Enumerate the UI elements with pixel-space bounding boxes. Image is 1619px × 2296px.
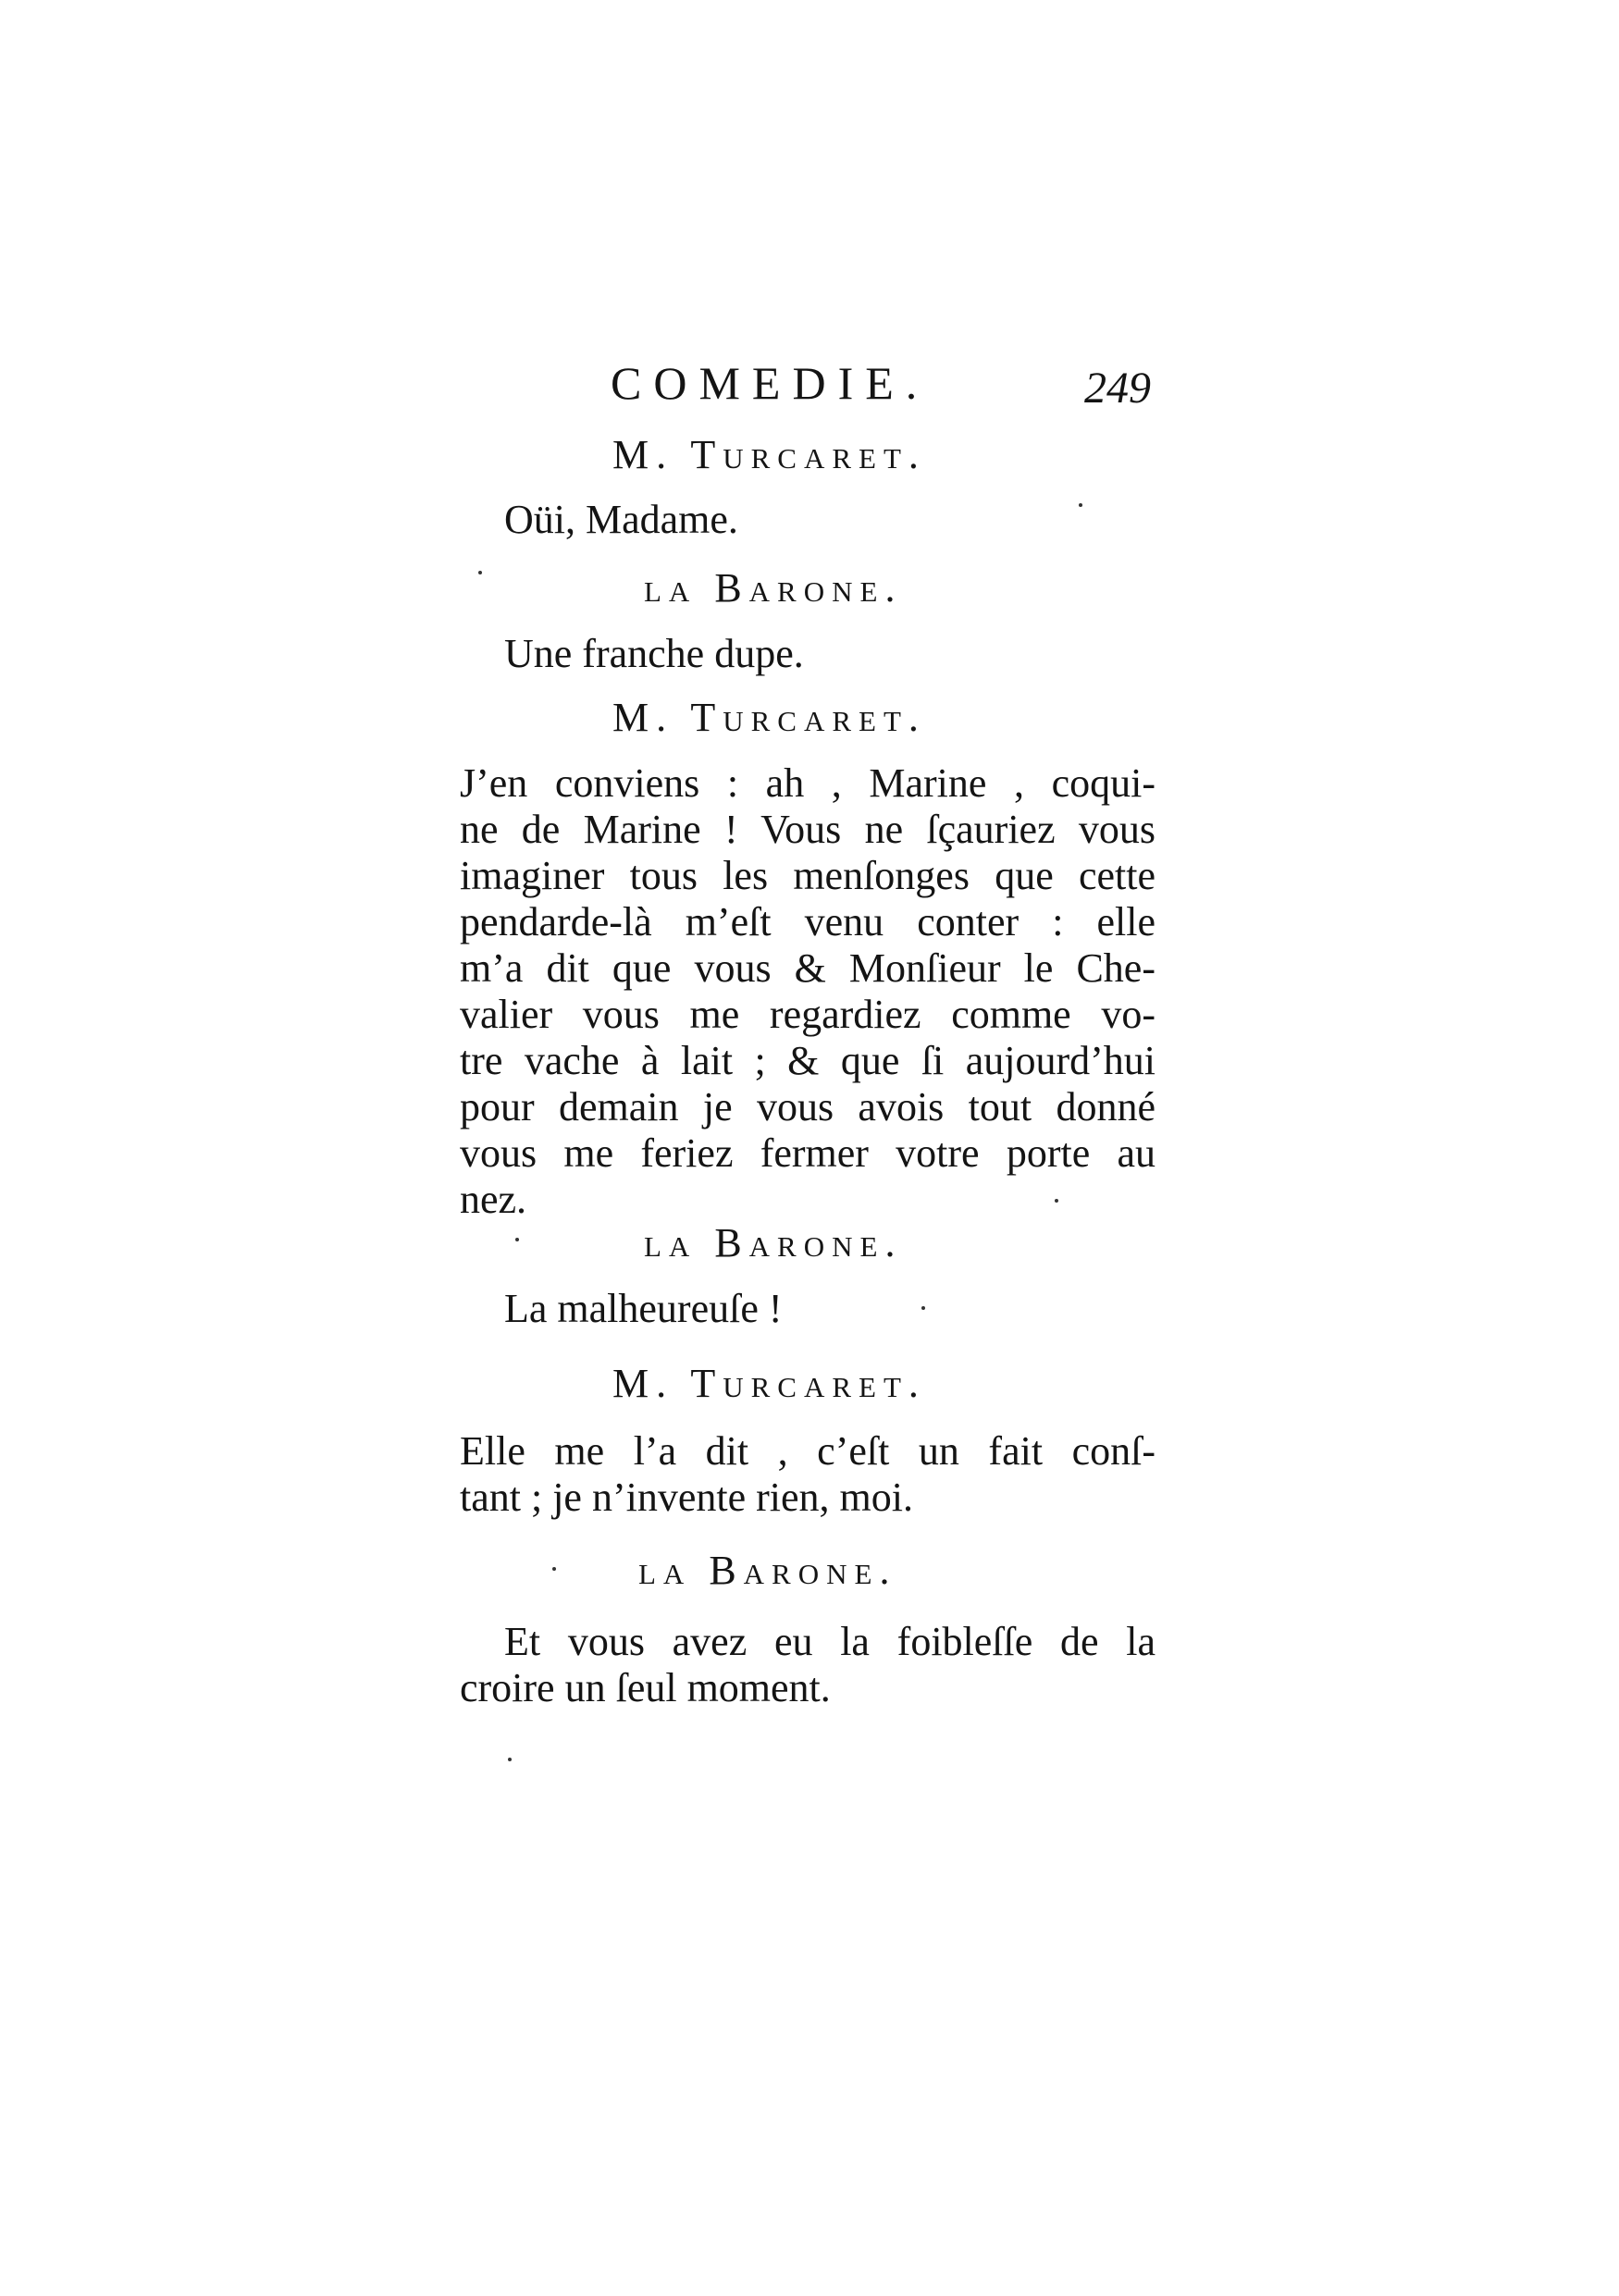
scan-speck — [508, 1758, 512, 1761]
speech-line: ne de Marine ! Vous ne ſçauriez vous — [460, 807, 1156, 852]
speech-text — [460, 760, 1156, 1223]
speaker-name: M. Turcaret. — [612, 432, 926, 477]
speech-text — [460, 1619, 1156, 1711]
scan-speck — [1079, 503, 1082, 507]
speech-line: croire un ſeul moment. — [460, 1665, 831, 1710]
speech-line: Elle me l’a dit , c’eſt un fait conſ- — [460, 1428, 1156, 1474]
speech-line: m’a dit que vous & Monſieur le Che- — [460, 945, 1156, 991]
speaker-name: M. Turcaret. — [612, 1361, 926, 1406]
speech-line: tre vache à lait ; & que ſi aujourd’hui — [460, 1038, 1156, 1083]
speech-line: vous me feriez fermer votre porte au — [460, 1130, 1156, 1176]
speech-text — [460, 1428, 1156, 1521]
speech-line: Oüi, Madame. — [504, 497, 738, 542]
speech-line: tant ; je n’invente rien, moi. — [460, 1475, 913, 1520]
speech-line: valier vous me regardiez comme vo- — [460, 992, 1156, 1037]
speaker-name: la Barone. — [644, 565, 903, 611]
scan-speck — [1055, 1199, 1058, 1203]
speech-line: pendarde-là m’eſt venu conter : elle — [460, 899, 1156, 944]
scan-speck — [921, 1306, 925, 1310]
speech-line: Une franche dupe. — [504, 631, 804, 676]
speech-line: J’en conviens : ah , Marine , coqui- — [460, 760, 1156, 806]
speech-line: Et vous avez eu la foibleſſe de la — [504, 1619, 1156, 1664]
page-number: 249 — [1084, 364, 1151, 413]
speaker-name: la Barone. — [644, 1220, 903, 1265]
running-head: COMEDIE. — [611, 357, 930, 409]
speech-line: imaginer tous les menſonges que cette — [460, 853, 1156, 898]
scan-speck — [478, 571, 482, 574]
speech-line: nez. — [460, 1177, 527, 1222]
speech-text — [504, 497, 738, 543]
speech-text — [504, 631, 804, 677]
speech-line: pour demain je vous avois tout donné — [460, 1084, 1156, 1129]
speech-text — [504, 1286, 783, 1332]
speaker-name: M. Turcaret. — [612, 695, 926, 740]
scan-speck — [515, 1238, 519, 1241]
speaker-name: la Barone. — [638, 1548, 897, 1593]
speech-line: La malheureuſe ! — [504, 1286, 783, 1331]
scan-speck — [552, 1567, 556, 1571]
